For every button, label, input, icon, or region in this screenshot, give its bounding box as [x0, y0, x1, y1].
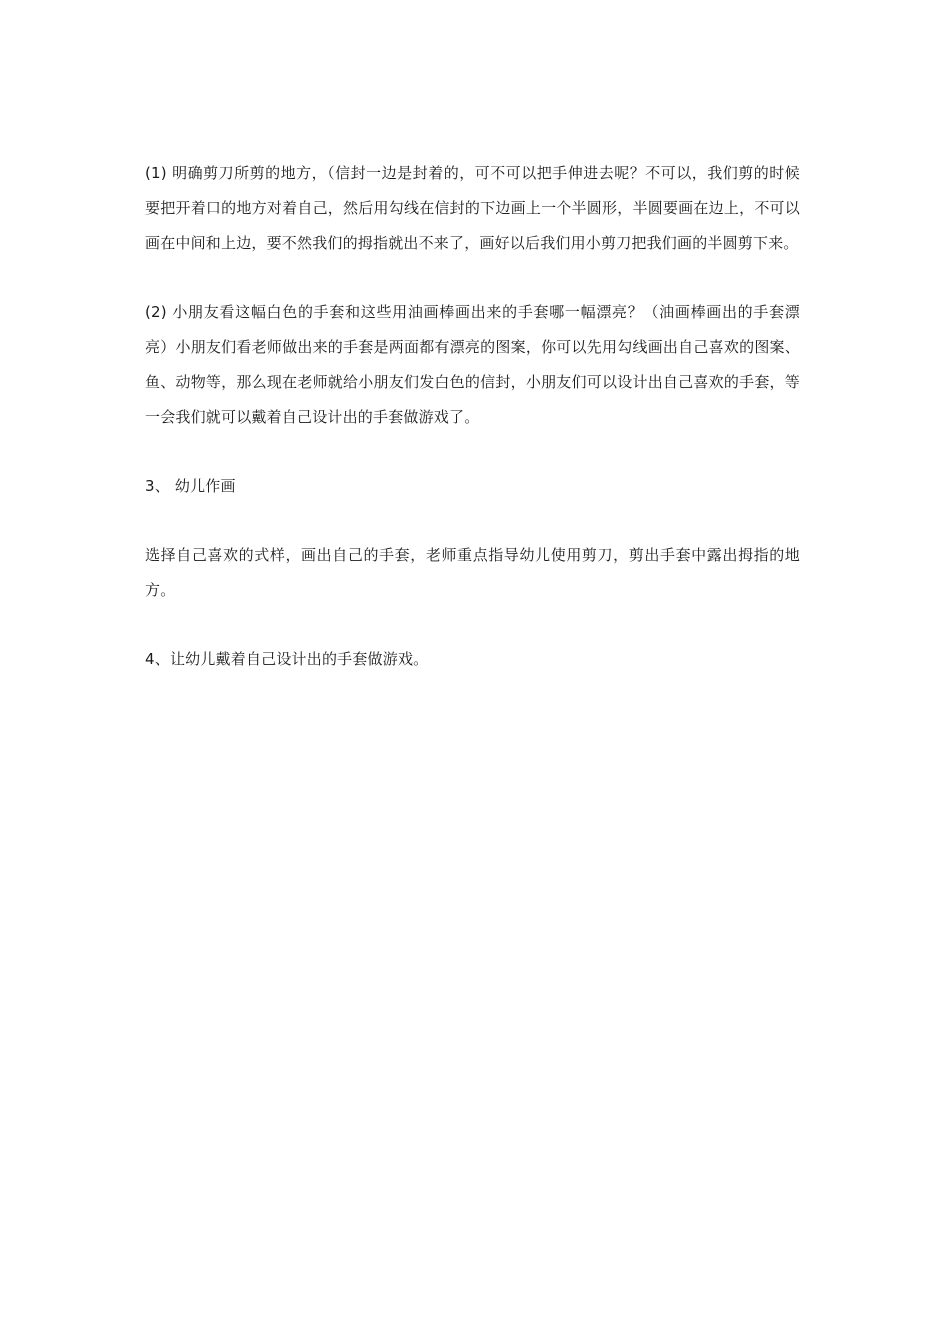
document-body	[145, 156, 800, 677]
paragraph-step-2: (2) 小朋友看这幅白色的手套和这些用油画棒画出来的手套哪一幅漂亮？（油画棒画出的手套漂亮）小朋友们看老师做出来的手套是两面都有漂亮的图案，你可以先用勾线画出自己喜欢的图案、鱼、动物等，那么现在老师就给小朋友们发白色的信封，小朋友们可以设计出自己喜欢的手套，等一会我们就可以戴着自己设计出的手套做游戏了。	[145, 303, 800, 426]
paragraph-spacer	[145, 261, 800, 295]
paragraph-drawing-instructions: 选择自己喜欢的式样，画出自己的手套，老师重点指导幼儿使用剪刀，剪出手套中露出拇指的地方。	[145, 546, 800, 599]
paragraph-spacer	[145, 435, 800, 469]
section-heading-3: 3、 幼儿作画	[145, 477, 236, 495]
paragraph-spacer	[145, 608, 800, 642]
paragraph-spacer	[145, 504, 800, 538]
paragraph-step-1: (1) 明确剪刀所剪的地方，（信封一边是封着的，可不可以把手伸进去呢？不可以，我们剪的时候要把开着口的地方对着自己，然后用勾线在信封的下边画上一个半圆形，半圆要画在边上，不可以画在中间和上边，要不然我们的拇指就出不来了，画好以后我们用小剪刀把我们画的半圆剪下来。	[145, 164, 800, 252]
section-heading-4: 4、让幼儿戴着自己设计出的手套做游戏。	[145, 650, 429, 668]
